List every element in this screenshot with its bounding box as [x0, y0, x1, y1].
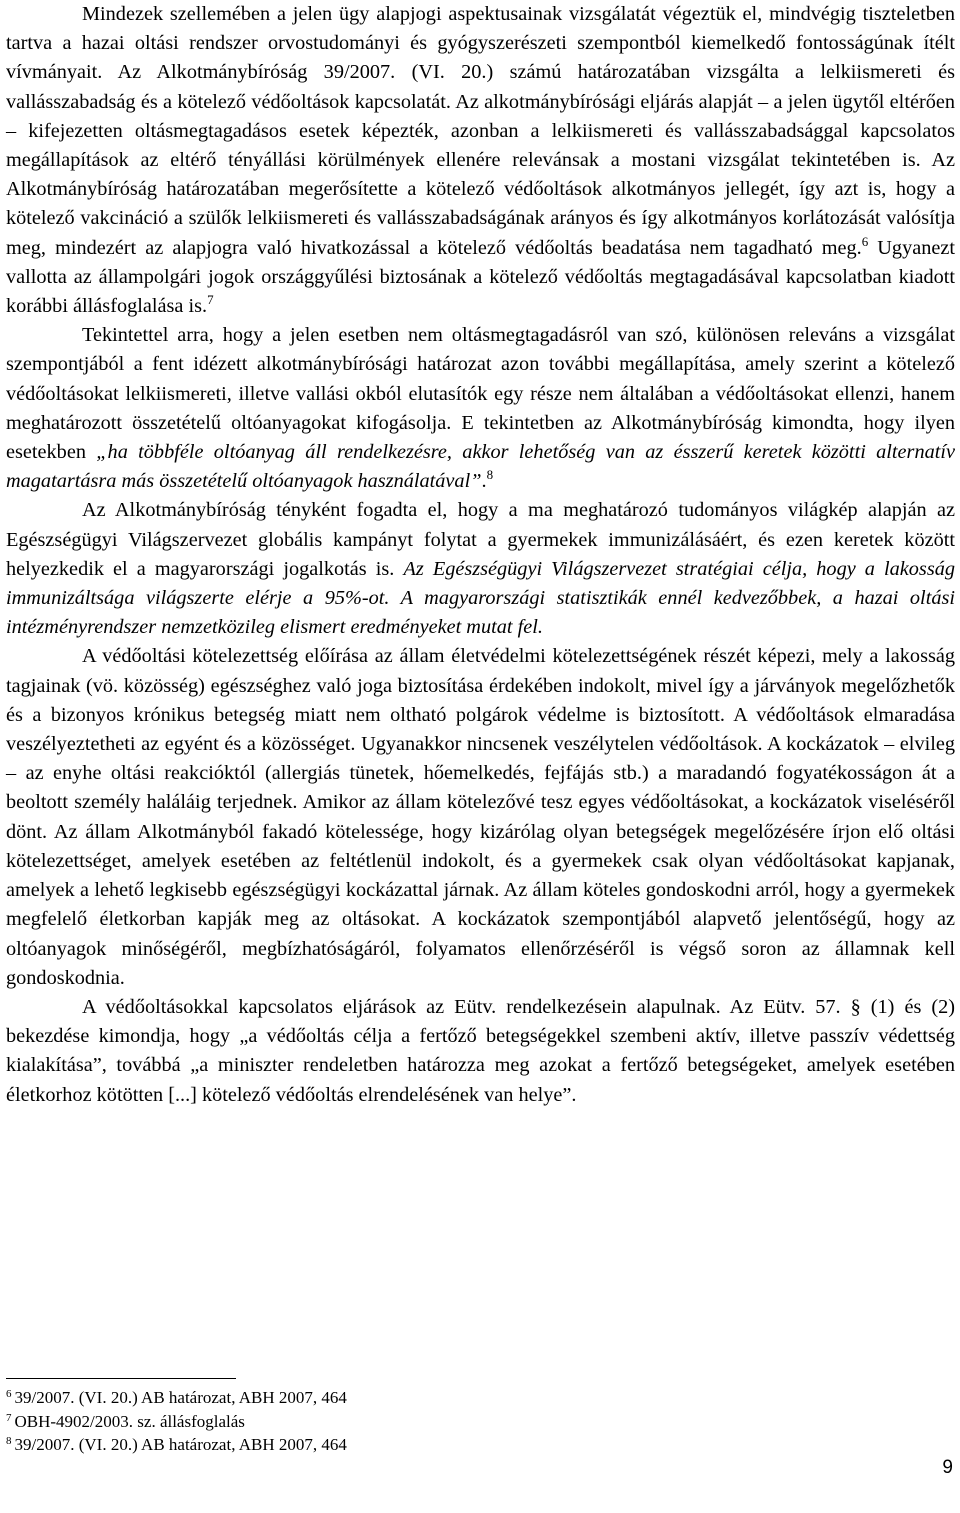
- paragraph-2: [6, 321, 955, 496]
- footnote-separator: [6, 1378, 236, 1379]
- footnotes: [6, 1386, 906, 1457]
- footnote-text: 39/2007. (VI. 20.) AB határozat, ABH 2007, 464: [14, 1388, 347, 1407]
- paragraph-2-quote: „ha többféle oltóanyag áll rendelkezésre, akkor lehetőség van az ésszerű keretek közötti alternatív magatartásra más összetételű oltóanyagok használatával”: [6, 441, 956, 493]
- paragraph-5: A védőoltásokkal kapcsolatos eljárások az Eütv. rendelkezésein alapulnak. Az Eütv. 57. § (1) és (2) bekezdése kimondja, hogy „a védőoltás célja a fertőző betegségekkel szembeni aktív, illetve passzív védettség kialakítása”, továbbá „a miniszter rendeletben határozza meg azokat a fertőző betegségeket, amelyek esetében életkorhoz kötötten [...] kötelező védőoltás elrendelésének van helye”.: [6, 995, 955, 1106]
- footnote-7: [6, 1410, 906, 1434]
- footnote-text: 39/2007. (VI. 20.) AB határozat, ABH 2007, 464: [14, 1435, 347, 1454]
- footnote-ref-7[interactable]: 7: [207, 292, 214, 308]
- paragraph-3-italic: Az Egészségügyi Világszervezet stratégiai célja, hogy a lakosság immunizáltsága világszerte elérje a 95%-ot. A magyarországi statisztikák ennél kedvezőbbek, a hazai oltási intézményrendszer nemzetközileg elismert eredményeket mutat fel.: [6, 557, 955, 639]
- paragraph-3-text: Az Alkotmánybíróság tényként fogadta el, hogy a ma meghatározó tudományos világkép alapján az Egészségügyi Világszervezet globális kampányt folytat a gyermekek immunizálásáért, és ezen keretek között helyezkedik el a magyarországi jogalkotás is.: [6, 499, 955, 580]
- paragraph-1: [6, 0, 955, 321]
- body-text: [6, 0, 955, 1110]
- paragraph-3: [6, 496, 955, 642]
- footnote-number: 8: [6, 1435, 12, 1447]
- paragraph-1-text-b: Ugyanezt vallotta az állampolgári jogok országgyűlési biztosának a kötelező védőoltás megtagadásával kapcsolatban kiadott korábbi állásfoglalása is.: [6, 236, 955, 318]
- page-number: 9: [942, 1457, 953, 1478]
- footnote-number: 6: [6, 1388, 12, 1400]
- footnote-6: [6, 1386, 906, 1410]
- footnote-ref-6[interactable]: 6: [861, 233, 869, 249]
- footnote-ref-8[interactable]: 8: [486, 467, 494, 483]
- paragraph-2-text: Tekintettel arra, hogy a jelen esetben nem oltásmegtagadásról van szó, különösen releváns a vizsgálat szempontjából a fent idézett alkotmánybírósági határozat azon további megállapítása, amely szerint a kötelező védőoltásokat lelkiismereti, illetve vallási okból elutasítók egy része nem általában a védőoltásokat ellenzi, hanem meghatározott összetételű oltóanyagokat kifogásolja. E tekintetben az Alkotmánybíróság kimondta, hogy ilyen esetekben: [6, 324, 955, 464]
- footnote-8: [6, 1433, 906, 1457]
- footnote-number: 7: [6, 1411, 12, 1424]
- paragraph-4: A védőoltási kötelezettség előírása az állam életvédelmi kötelezettségének részét képezi, mely a lakosság tagjainak (vö. közösség) egészséghez való joga biztosítása érdekében indokolt, mivel így a járványok megelőzhetők és a bizonyos krónikus betegség miatt nem oltható polgárok védelme is biztosított. A védőoltások elmaradása veszélyeztetheti az egyént és a közösséget. Ugyanakkor nincsenek veszélytelen védőoltások. A kockázatok ‒ elvileg ‒ az enyhe oltási reakcióktól (allergiás tünetek, hőemelkedés, fejfájás stb.) a maradandó fogyatékosságon át a beoltott személy haláláig terjednek. Amikor az állam kötelezővé tesz egyes védőoltásokat, a kockázatok viseléséről dönt. Az állam Alkotmányból fakadó kötelessége, hogy kizárólag olyan betegségek megelőzésére írjon elő oltási kötelezettséget, amelyek esetében az feltétlenül indokolt, és a gyermekek csak olyan védőoltásokat kapjanak, amelyek a lehető legkisebb egészségügyi kockázattal járnak. Az állam köteles gondoskodni arról, hogy a gyermekek megfelelő életkorban kapják meg az oltásokat. A kockázatok szempontjából alapvető jelentőségű, hogy az oltóanyagok minőségéről, megbízhatóságáról, folyamatos ellenőrzéséről is végső soron az államnak kell gondoskodnia.: [6, 645, 955, 989]
- paragraph-2-end: .: [481, 470, 487, 493]
- paragraph-1-text-a: Mindezek szellemében a jelen ügy alapjogi aspektusainak vizsgálatát végeztük el, mindvégig tiszteletben tartva a hazai oltási rendszer orvostudományi és gyógyszerészeti szempontból kiemelkedő fontosságúnak ítélt vívmányait. Az Alkotmánybíróság 39/2007. (VI. 20.) számú határozatában vizsgálta a lelkiismereti és vallásszabadság és a kötelező védőoltások kapcsolatát. Az alkotmánybírósági eljárás alapját ‒ a jelen ügytől eltérően ‒ kifejezetten oltásmegtagadásos esetek képezték, azonban a lelkiismereti és vallásszabadsággal kapcsolatos megállapítások az eltérő tényállási körülmények ellenére relevánsak a mostani vizsgálat tekintetében is. Az Alkotmánybíróság határozatában megerősítette a kötelező védőoltások alkotmányos jellegét, így azt is, hogy a kötelező vakcináció a szülők lelkiismereti és vallásszabadságának arányos és így alkotmányos korlátozását valósítja meg, mindezért az alapjogra való hivatkozással a kötelező védőoltás beadatása nem tagadható meg.: [6, 3, 955, 259]
- footnote-text: OBH-4902/2003. sz. állásfoglalás: [14, 1411, 245, 1431]
